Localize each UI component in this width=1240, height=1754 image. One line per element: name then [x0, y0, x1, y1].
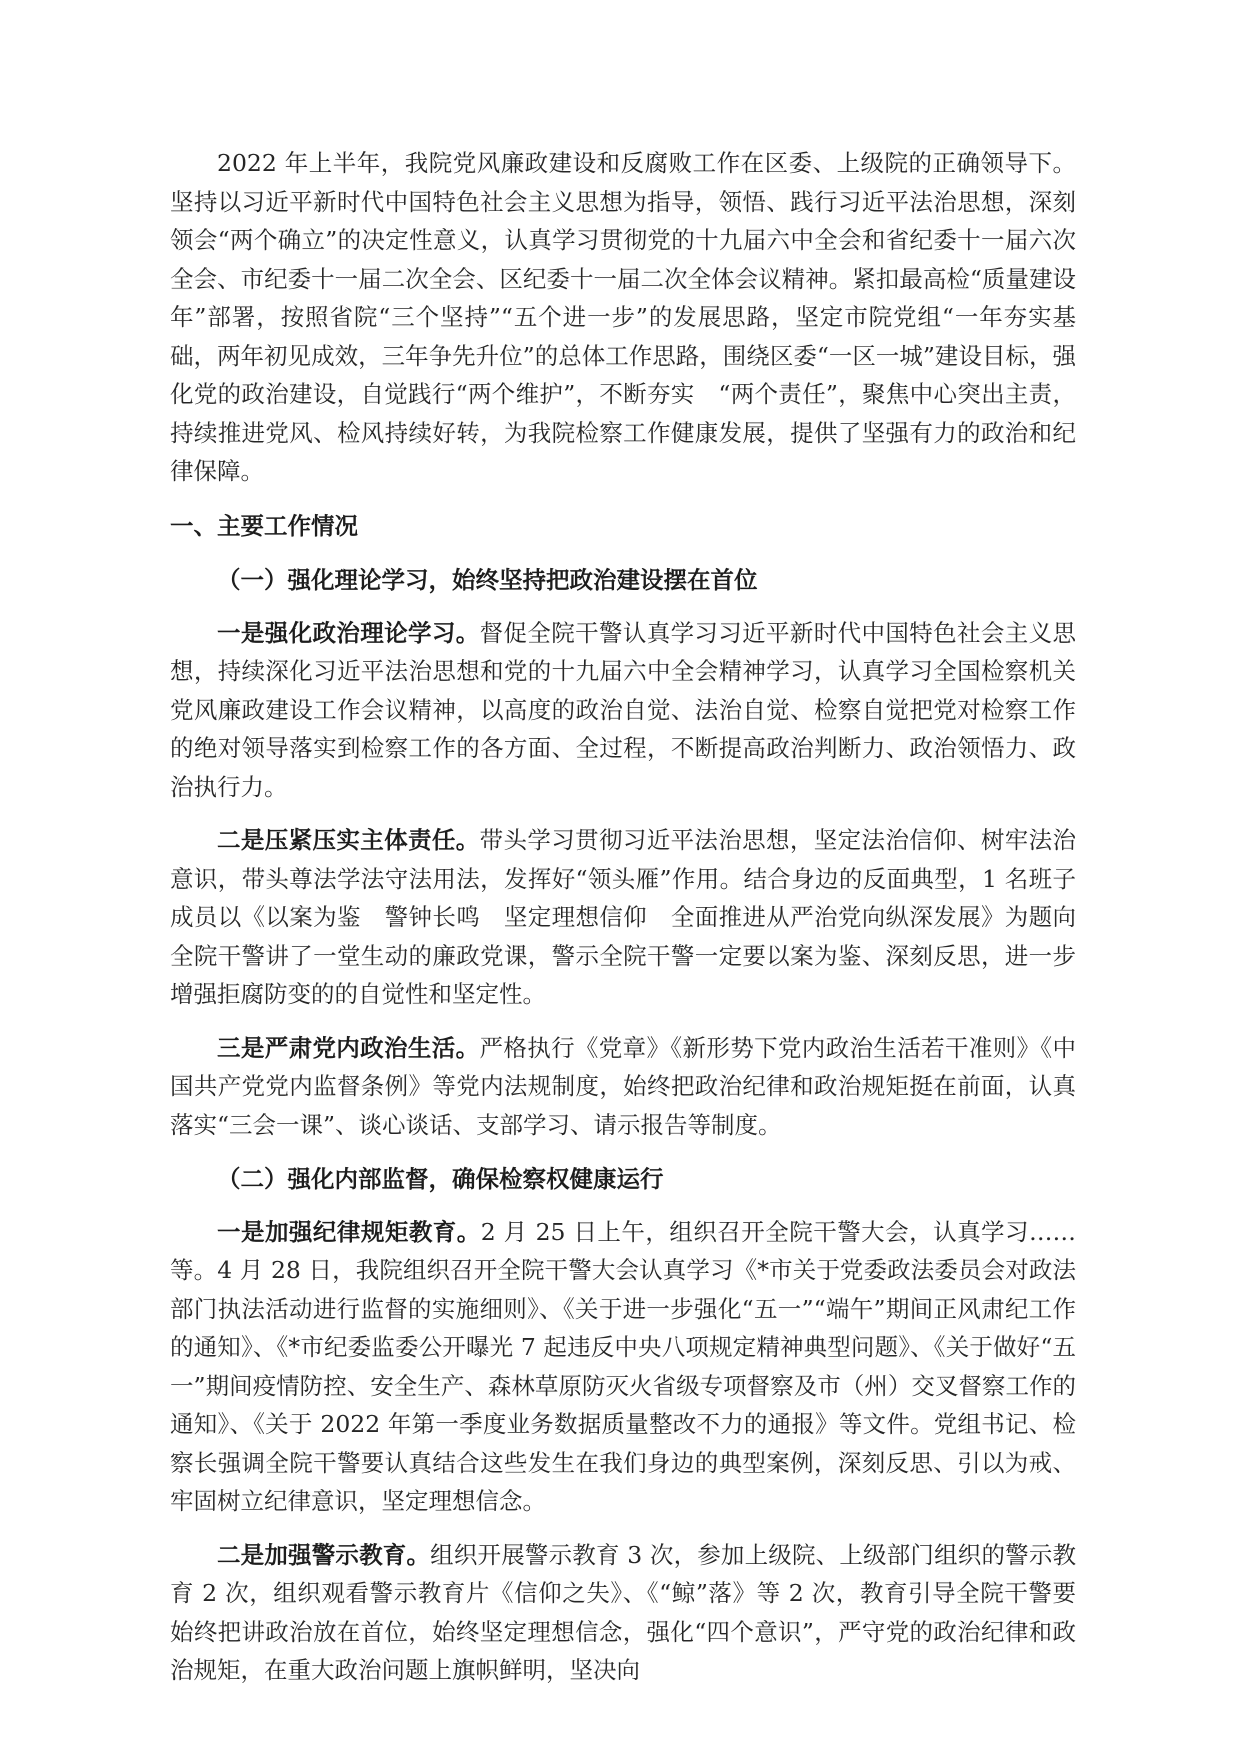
document-page: [170, 144, 1076, 1705]
paragraph-body: 组织开展警示教育 3 次，参加上级院、上级部门组织的警示教育 2 次，组织观看警示教育片《信仰之失》、《“鲸”落》等 2 次，教育引导全院干警要始终把讲政治放在首位，始终坚定理想信念，强化“四个意识”，严守党的政治纪律和政治规矩，在重大政治问题上旗帜鲜明，坚决向: [170, 1540, 1077, 1684]
paragraph-political-theory-study: [170, 614, 1076, 807]
section-heading-main-work: 一、主要工作情况: [170, 511, 358, 540]
paragraph-body: 督促全院干警认真学习习近平新时代中国特色社会主义思想，持续深化习近平法治思想和党的十九届六中全会精神学习，认真学习全国检察机关党风廉政建设工作会议精神，以高度的政治自觉、法治自觉、检察自觉把党对检察工作的绝对领导落实到检察工作的各方面、全过程，不断提高政治判断力、政治领悟力、政治执行力。: [170, 618, 1077, 801]
paragraph-body: 2 月 25 日上午，组织召开全院干警大会，认真学习……等。4 月 28 日，我院组织召开全院干警大会认真学习《*市关于党委政法委员会对政法部门执法活动进行监督的实施细则》、《关于进一步强化“五一”“端午”期间正风肃纪工作的通知》、《*市纪委监委公开曝光 7 起违反中央八项规定精神典型问题》、《关于做好“五一”期间疫情防控、安全生产、森林草原防灭火省级专项督察及市（州）交叉督察工作的通知》、《关于 2022 年第一季度业务数据质量整改不力的通报》等文件。党组书记、检察长强调全院干警要认真结合这些发生在我们身边的典型案例，深刻反思、引以为戒、牢固树立纪律意识，坚定理想信念。: [170, 1217, 1077, 1515]
paragraph-lead: 三是严肃党内政治生活。: [217, 1033, 480, 1062]
paragraph-body: 严格执行《党章》《新形势下党内政治生活若干准则》《中国共产党党内监督条例》等党内法规制度，始终把政治纪律和政治规矩挺在前面，认真落实“三会一课”、谈心谈话、支部学习、请示报告等制度。: [170, 1033, 1077, 1139]
subsection-heading-internal-supervision: （二）强化内部监督，确保检察权健康运行: [217, 1165, 664, 1193]
intro-paragraph: 2022 年上半年，我院党风廉政建设和反腐败工作在区委、上级院的正确领导下。坚持以习近平新时代中国特色社会主义思想为指导，领悟、践行习近平法治思想，深刻领会“两个确立”的决定性意义，认真学习贯彻党的十九届六中全会和省纪委十一届六次全会、市纪委十一届二次全会、区纪委十一届二次全体会议精神。紧扣最高检“质量建设年”部署，按照省院“三个坚持”“五个进一步”的发展思路，坚定市院党组“一年夯实基础，两年初见成效，三年争先升位”的总体工作思路，围绕区委“一区一城”建设目标，强化党的政治建设，自觉践行“两个维护”，不断夯实 “两个责任”，聚焦中心突出主责，持续推进党风、检风持续好转，为我院检察工作健康发展，提供了坚强有力的政治和纪律保障。: [170, 149, 1076, 485]
subsection-heading-theory-study: （一）强化理论学习，始终坚持把政治建设摆在首位: [217, 566, 758, 594]
paragraph-lead: 一是强化政治理论学习。: [217, 618, 480, 647]
paragraph-lead: 二是压紧压实主体责任。: [217, 826, 480, 854]
paragraph-lead: 二是加强警示教育。: [217, 1540, 431, 1569]
paragraph-discipline-education: [170, 1213, 1076, 1521]
paragraph-inner-party-political-life: [170, 1029, 1076, 1145]
paragraph-body: 带头学习贯彻习近平法治思想，坚定法治信仰、树牢法治意识，带头尊法学法守法用法，发挥好“领头雁”作用。结合身边的反面典型，1 名班子成员以《以案为鉴 警钟长鸣 坚定理想信仰 全面推进从严治党向纵深发展》为题向全院干警讲了一堂生动的廉政党课，警示全院干警一定要以案为鉴、深刻反思，进一步增强拒腐防变的的自觉性和坚定性。: [170, 826, 1077, 1008]
paragraph-warning-education: [170, 1536, 1076, 1690]
paragraph-main-responsibility: [170, 821, 1076, 1014]
paragraph-lead: 一是加强纪律规矩教育。: [217, 1217, 481, 1246]
